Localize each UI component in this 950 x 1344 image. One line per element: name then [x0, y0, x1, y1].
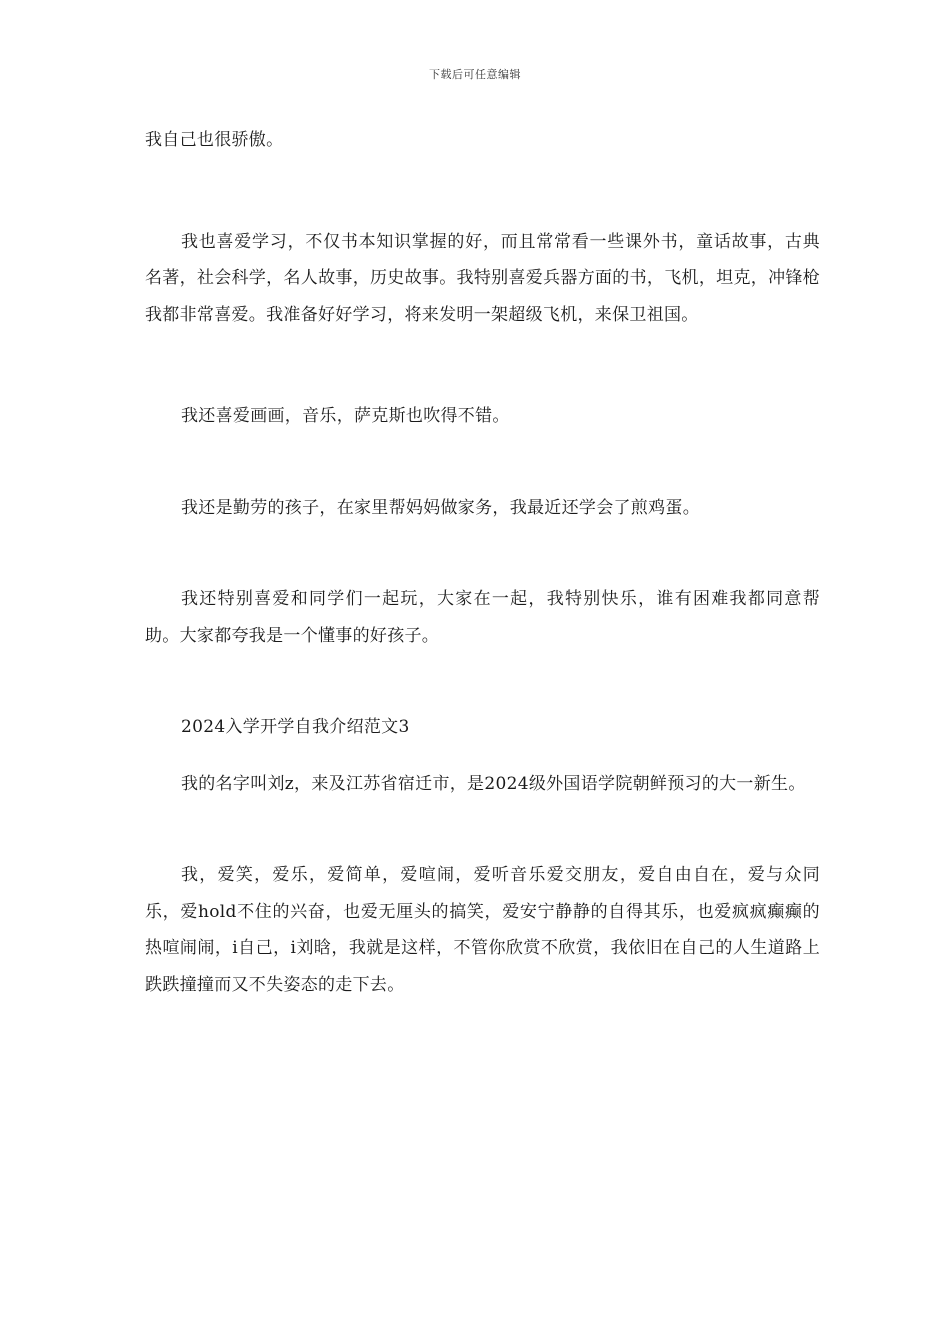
- paragraph-7: 我，爱笑，爱乐，爱简单，爱喧闹，爱听音乐爱交朋友，爱自由自在，爱与众同乐，爱hold不住的兴奋，也爱无厘头的搞笑，爱安宁静静的自得其乐，也爱疯疯癫癫的热喧闹闹，i自己，i刘晗，我就是这样，不管你欣赏不欣赏，我依旧在自己的人生道路上跌跌撞撞而又不失姿态的走下去。: [145, 865, 820, 995]
- paragraph-5: 我还特别喜爱和同学们一起玩，大家在一起，我特别快乐，谁有困难我都同意帮助。大家都夸我是一个懂事的好孩子。: [145, 589, 820, 646]
- page-header: 下载后可任意编辑: [429, 68, 521, 81]
- paragraph-1: 我自己也很骄傲。: [145, 130, 284, 150]
- paragraph-4: 我还是勤劳的孩子，在家里帮妈妈做家务，我最近还学会了煎鸡蛋。: [181, 497, 700, 518]
- section-heading: 2024入学开学自我介绍范文3: [181, 717, 410, 737]
- paragraph-3: 我还喜爱画画，音乐，萨克斯也吹得不错。: [181, 406, 510, 426]
- paragraph-2: 我也喜爱学习，不仅书本知识掌握的好，而且常常看一些课外书，童话故事，古典名著，社会科学，名人故事，历史故事。我特别喜爱兵器方面的书，飞机，坦克，冲锋枪我都非常喜爱。我准备好好学习，将来发明一架超级飞机，来保卫祖国。: [145, 231, 820, 325]
- document-body: [145, 122, 820, 1003]
- paragraph-6: 我的名字叫刘z，来及江苏省宿迁市，是2024级外国语学院朝鲜预习的大一新生。: [181, 773, 806, 794]
